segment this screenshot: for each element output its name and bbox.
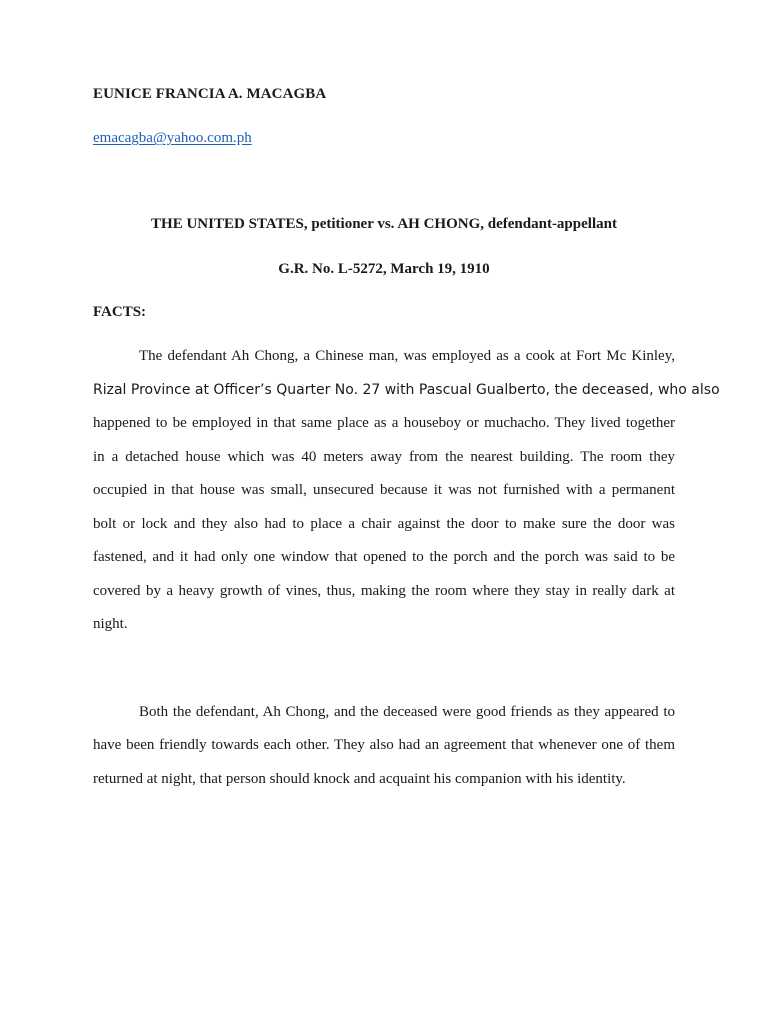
paragraph-line: Both the defendant, Ah Chong, and the deceased were good friends as they appeared to <box>139 704 675 720</box>
author-name: EUNICE FRANCIA A. MACAGBA <box>93 86 327 102</box>
paragraph-line: occupied in that house was small, unsecured because it was not furnished with a permanent <box>93 482 675 498</box>
paragraph-line: bolt or lock and they also had to place a chair against the door to make sure the door was <box>93 516 675 532</box>
case-title: THE UNITED STATES, petitioner vs. AH CHONG, defendant-appellant <box>151 216 617 232</box>
paragraph-line: covered by a heavy growth of vines, thus, making the room where they stay in really dark at <box>93 583 675 599</box>
paragraph-line: have been friendly towards each other. They also had an agreement that whenever one of them <box>93 737 675 753</box>
paragraph-line: night. <box>93 616 128 632</box>
section-heading-facts: FACTS: <box>93 304 147 320</box>
paragraph-line: The defendant Ah Chong, a Chinese man, was employed as a cook at Fort Mc Kinley, <box>139 348 675 364</box>
paragraph-line: returned at night, that person should knock and acquaint his companion with his identity. <box>93 771 626 787</box>
paragraph-line: Rizal Province at Officer’s Quarter No. 27 with Pascual Gualberto, the deceased, who also <box>93 382 720 398</box>
author-email-link[interactable]: emacagba@yahoo.com.ph <box>93 130 252 146</box>
paragraph-line: happened to be employed in that same place as a houseboy or muchacho. They lived together <box>93 415 675 431</box>
paragraph-line: in a detached house which was 40 meters away from the nearest building. The room they <box>93 449 675 465</box>
paragraph-line: fastened, and it had only one window that opened to the porch and the porch was said to be <box>93 549 675 565</box>
case-number: G.R. No. L-5272, March 19, 1910 <box>278 261 490 277</box>
